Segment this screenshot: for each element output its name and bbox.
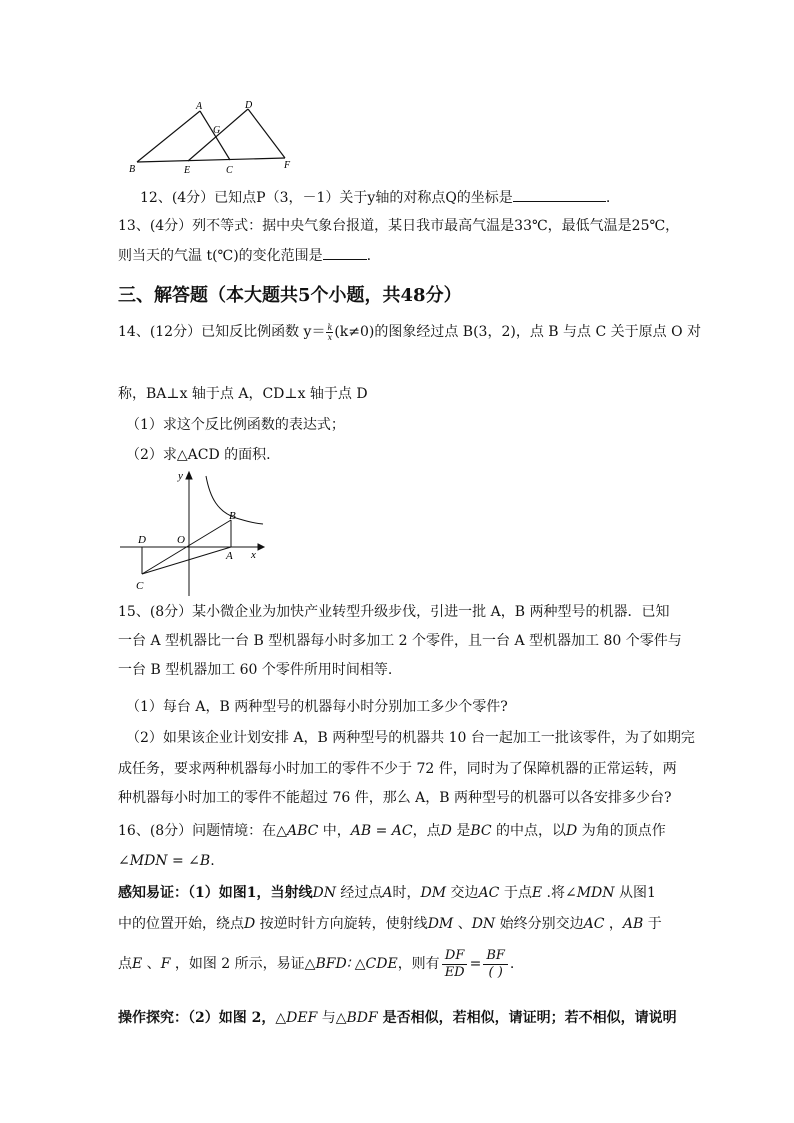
- q16-line5-d: ，则有: [397, 956, 440, 972]
- angle-mdn: ∠MDN: [564, 885, 615, 901]
- q16-line2: [118, 851, 215, 871]
- q16-line4-e: ，: [604, 916, 623, 932]
- point-e: E: [531, 885, 543, 901]
- tri-abc: △ABC: [276, 823, 319, 839]
- q12-end: .: [605, 190, 611, 206]
- q16-line6-a: 操作探究：（2）如图 2，: [118, 1010, 276, 1026]
- q16-line3-a: 感知易证：（1）如图1，当射线: [118, 885, 313, 901]
- q14-line1-a: 14、(12分）已知反比例函数 y＝: [118, 324, 326, 340]
- q16-line5-b: 、: [142, 956, 161, 972]
- question-13: [118, 216, 679, 266]
- k-over-x-fraction: [326, 323, 333, 342]
- axis-label-x: x: [251, 549, 256, 561]
- q15-line1: 15、(8分）某小微企业为加快产业转型升级步伐，引进一批 A，B 两种型号的机器．已知: [118, 604, 670, 620]
- ray-dn: DN: [312, 885, 336, 901]
- tri-bdf: △BDF: [335, 1010, 378, 1026]
- q13-line2-text: 则当天的气温 t(℃)的变化范围是: [118, 248, 323, 264]
- label-g: G: [213, 125, 221, 136]
- segment-ac: AC: [478, 885, 500, 901]
- label-f: F: [284, 160, 291, 171]
- q12-text: 12、(4分）已知点P（3，－1）关于y轴的对称点Q的坐标是: [140, 190, 513, 206]
- q13-line1: 13、(4分）列不等式：据中央气象台报道，某日我市最高气温是33℃，最低气温是25℃，: [118, 218, 680, 234]
- q16-line5-a: 点: [118, 956, 132, 972]
- frac-num: k: [327, 322, 333, 332]
- q16-line5-c: ，如图 2 所示，易证: [170, 956, 305, 972]
- q15-part2-line3: 种机器每小时加工的零件不能超过 76 件，那么 A，B 两种型号的机器可以各安排多少台?: [118, 790, 672, 806]
- q16-line4: [118, 914, 662, 934]
- q16-line4-d: 始终分别交边: [495, 916, 584, 932]
- answer-blank[interactable]: [513, 187, 606, 202]
- q16-line4-f: 于: [643, 916, 662, 932]
- q16-line3-g: 从图1: [614, 885, 656, 901]
- frac1-den: ED: [444, 964, 465, 980]
- angle-equation: ∠MDN = ∠B: [118, 853, 211, 869]
- section-heading: 三、解答题（本大题共5个小题，共48分）: [118, 285, 462, 306]
- label-c: C: [226, 165, 233, 176]
- point-d: D: [244, 916, 256, 932]
- q16-line3-b: 经过点: [335, 885, 383, 901]
- answer-blank[interactable]: [323, 245, 367, 260]
- q16-line5: [118, 946, 514, 982]
- q16-line6: [118, 1008, 677, 1028]
- triangle-figure: [120, 98, 300, 178]
- ray-dm: DM: [420, 885, 447, 901]
- label-e: E: [184, 165, 191, 176]
- q15-line3: 一台 B 型机器加工 60 个零件所用时间相等.: [118, 662, 393, 678]
- q15-part1: （1）每台 A，B 两种型号的机器每小时分别加工多少个零件?: [126, 699, 508, 715]
- ray-dm: DM: [427, 916, 454, 932]
- frac2-num: BF: [483, 948, 508, 965]
- frac-den: x: [327, 332, 333, 342]
- segment-ab: AB: [622, 916, 644, 932]
- point-e: E: [132, 956, 143, 972]
- q15-line2: 一台 A 型机器比一台 B 型机器每小时多加工 2 个零件，且一台 A 型机器加工 80 个零件与: [118, 633, 682, 649]
- q16-line2-end: .: [210, 853, 215, 869]
- q14-part2: （2）求△ACD 的面积.: [126, 447, 271, 463]
- q14-part1: （1）求这个反比例函数的表达式；: [126, 417, 345, 433]
- question-12: [140, 187, 610, 208]
- label-d: D: [138, 534, 146, 546]
- q16-line4-a: 中的位置开始，绕点: [118, 916, 244, 932]
- answer-blank[interactable]: ( ): [488, 964, 503, 980]
- q16-line1-c: ，点: [412, 823, 441, 839]
- ray-dn: DN: [471, 916, 496, 932]
- label-b: B: [129, 164, 136, 175]
- label-c: C: [136, 580, 144, 592]
- label-b: B: [229, 510, 236, 522]
- q16-line3-c: 时，: [392, 885, 421, 901]
- label-a: A: [226, 550, 233, 562]
- q14-line1-b: (k≠0)的图象经过点 B(3，2)，点 B 与点 C 关于原点 O 对: [334, 324, 702, 340]
- point-d: D: [440, 823, 452, 839]
- q16-line1-d: 是: [451, 823, 471, 839]
- q16-line3: [118, 883, 656, 903]
- q13-end: .: [366, 248, 372, 264]
- segment-ac: AC: [583, 916, 605, 932]
- q16-line3-e: 于点: [499, 885, 532, 901]
- q16-line5-end: .: [509, 956, 515, 972]
- similarity-statement: △BFD∶ △CDE: [304, 956, 398, 972]
- point-f: F: [160, 956, 171, 972]
- equals-sign: =: [469, 956, 482, 972]
- q16-line4-c: 、: [453, 916, 472, 932]
- question-15: [118, 602, 682, 680]
- q16-line6-c: 是否相似，若相似，请证明；若不相似，请说明: [377, 1010, 677, 1026]
- q16-line1-e: 的中点，以: [491, 823, 567, 839]
- q15-part2-line1: （2）如果该企业计划安排 A，B 两种型号的机器共 10 台一起加工一批该零件，为了如期完: [126, 730, 695, 746]
- tri-def: △DEF: [275, 1010, 318, 1026]
- question-14: [118, 322, 701, 342]
- q16-line3-f: .将: [542, 885, 565, 901]
- label-a: A: [196, 101, 203, 112]
- ab-eq-ac: AB = AC: [350, 823, 413, 839]
- question-16: [118, 821, 666, 841]
- q15-part2: [126, 728, 695, 748]
- fraction-df-ed: [442, 948, 468, 981]
- point-d: D: [566, 823, 578, 839]
- q16-line1-b: 中，: [318, 823, 351, 839]
- label-o: O: [177, 534, 185, 546]
- coordinate-graph: [118, 468, 268, 598]
- q15-part2-rest: [118, 759, 677, 808]
- q16-line6-b: 与: [317, 1010, 336, 1026]
- label-d: D: [245, 100, 253, 111]
- fraction-bf-blank: [483, 948, 508, 981]
- point-a: A: [382, 885, 393, 901]
- q16-line4-b: 按逆时针方向旋转，使射线: [255, 916, 428, 932]
- axis-label-y: y: [178, 470, 183, 482]
- q16-line1-a: 16、(8分）问题情境：在: [118, 823, 277, 839]
- segment-bc: BC: [470, 823, 492, 839]
- q16-line1-f: 为角的顶点作: [577, 823, 666, 839]
- frac1-num: DF: [442, 948, 467, 965]
- q15-part2-line2: 成任务，要求两种机器每小时加工的零件不少于 72 件，同时为了保障机器的正常运转，两: [118, 761, 677, 777]
- q13-line2: [118, 245, 679, 266]
- q14-line2: 称，BA⊥x 轴于点 A，CD⊥x 轴于点 D: [118, 386, 368, 402]
- q16-line3-d: 交边: [446, 885, 479, 901]
